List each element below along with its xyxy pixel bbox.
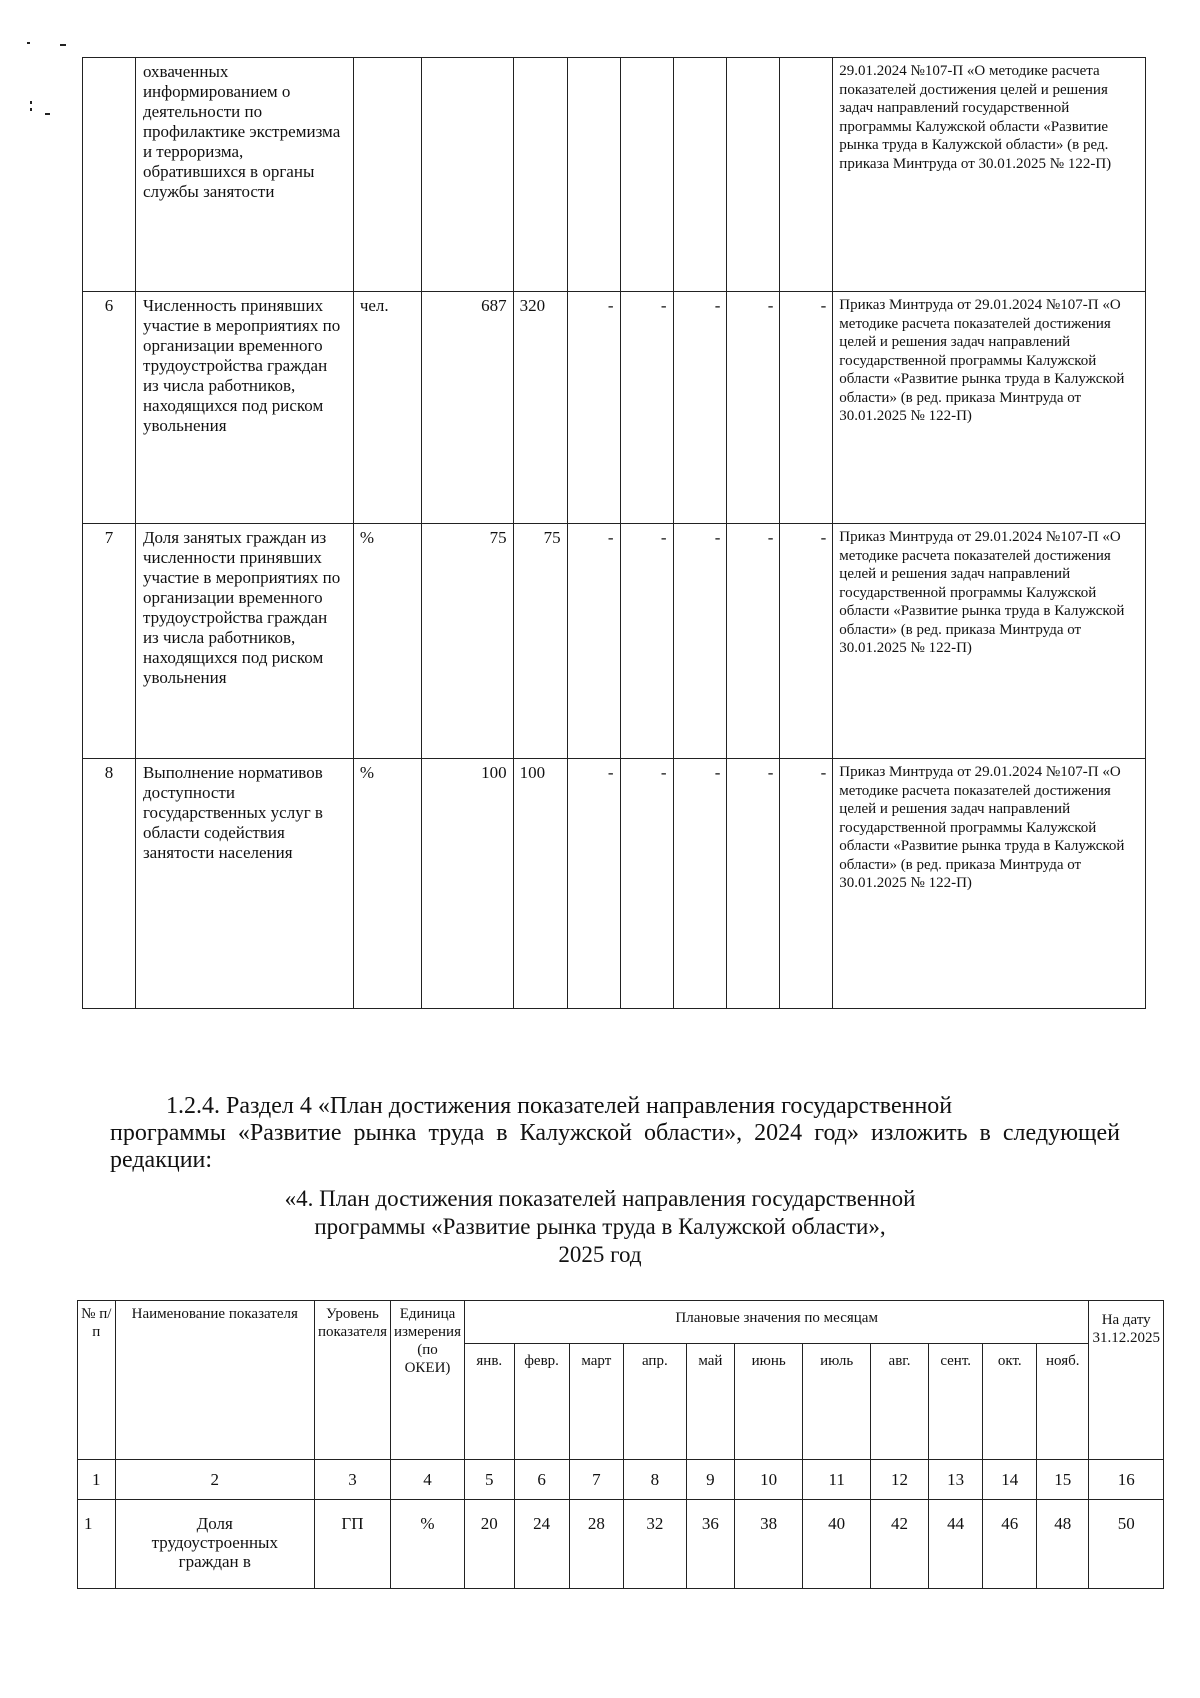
value-cell: - xyxy=(780,759,833,1009)
value-cell: - xyxy=(673,524,727,759)
column-index: 11 xyxy=(803,1460,871,1500)
row-number xyxy=(83,58,136,292)
unit-cell: % xyxy=(353,524,421,759)
month-mar: март xyxy=(569,1344,623,1460)
unit-cell xyxy=(353,58,421,292)
month-sep: сент. xyxy=(928,1344,983,1460)
column-index: 9 xyxy=(686,1460,734,1500)
value-cell: - xyxy=(620,524,673,759)
value-cell: - xyxy=(620,759,673,1009)
header-num: № п/п xyxy=(78,1301,116,1460)
month-value: 40 xyxy=(803,1500,871,1589)
row-number: 8 xyxy=(83,759,136,1009)
table-row xyxy=(78,1500,1164,1589)
value-cell xyxy=(567,58,620,292)
month-value: 44 xyxy=(928,1500,983,1589)
column-index: 10 xyxy=(735,1460,803,1500)
row-number: 7 xyxy=(83,524,136,759)
header-name: Наименование показателя xyxy=(115,1301,314,1460)
amendment-paragraph xyxy=(110,1093,1120,1174)
table-row xyxy=(83,524,1146,759)
value-cell: - xyxy=(780,524,833,759)
value-cell xyxy=(513,58,567,292)
indicator-name: Численность принявших участие в мероприятиях по организации временного трудоустройства граждан из числа работников, находящихся под риском увольнения xyxy=(135,292,353,524)
value-cell: 75 xyxy=(421,524,513,759)
value-cell: 320 xyxy=(513,292,567,524)
value-cell: 100 xyxy=(513,759,567,1009)
methodology-source: 29.01.2024 №107-П «О методике расчета показателей достижения целей и решения задач направлений государственной программы Калужской области «Развитие рынка труда в Калужской области» (в ред. приказа Минтруда от 30.01.2025 № 122-П) xyxy=(833,58,1146,292)
month-aug: авг. xyxy=(871,1344,929,1460)
section-title-line-1: «4. План достижения показателей направления государственной xyxy=(284,1186,916,1211)
date-value: 50 xyxy=(1089,1500,1164,1589)
column-index-row xyxy=(78,1460,1164,1500)
value-cell xyxy=(673,58,727,292)
scan-speck xyxy=(60,44,66,46)
month-jun: июнь xyxy=(735,1344,803,1460)
column-index: 7 xyxy=(569,1460,623,1500)
indicator-name: охваченных информированием о деятельности по профилактике экстремизма и терроризма, обратившихся в органы службы занятости xyxy=(135,58,353,292)
column-index: 6 xyxy=(514,1460,569,1500)
column-index: 8 xyxy=(624,1460,687,1500)
value-cell: - xyxy=(567,524,620,759)
indicator-name: Выполнение нормативов доступности государственных услуг в области содействия занятости населения xyxy=(135,759,353,1009)
scan-speck xyxy=(45,113,50,115)
indicator-name: Доля занятых граждан из численности принявших участие в мероприятиях по организации временного трудоустройства граждан из числа работников, находящихся под риском увольнения xyxy=(135,524,353,759)
methodology-source: Приказ Минтруда от 29.01.2024 №107-П «О методике расчета показателей достижения целей и решения задач направлений государственной программы Калужской области «Развитие рынка труда в Калужской области» (в ред. приказа Минтруда от 30.01.2025 № 122-П) xyxy=(833,292,1146,524)
indicator-name: Доля трудоустроенных граждан в xyxy=(115,1500,314,1589)
column-index: 16 xyxy=(1089,1460,1164,1500)
value-cell: - xyxy=(780,292,833,524)
indicators-table-continued xyxy=(82,57,1146,1009)
month-oct: окт. xyxy=(983,1344,1037,1460)
monthly-plan-table xyxy=(77,1300,1164,1589)
value-cell: - xyxy=(567,759,620,1009)
table-row xyxy=(83,292,1146,524)
paragraph-rest: программы «Развитие рынка труда в Калужской области», 2024 год» изложить в следующей редакции: xyxy=(110,1120,1120,1173)
value-cell xyxy=(620,58,673,292)
scan-speck xyxy=(30,101,32,104)
header-level: Уровень показателя xyxy=(314,1301,390,1460)
column-index: 1 xyxy=(78,1460,116,1500)
value-cell: - xyxy=(673,759,727,1009)
value-cell xyxy=(780,58,833,292)
section-title-line-2: программы «Развитие рынка труда в Калужской области», xyxy=(314,1214,886,1239)
month-value: 36 xyxy=(686,1500,734,1589)
table-row xyxy=(83,58,1146,292)
table-row xyxy=(83,759,1146,1009)
month-value: 24 xyxy=(514,1500,569,1589)
section-title-line-3: 2025 год xyxy=(558,1242,642,1267)
month-apr: апр. xyxy=(624,1344,687,1460)
row-number: 1 xyxy=(78,1500,116,1589)
column-index: 4 xyxy=(390,1460,464,1500)
value-cell: - xyxy=(620,292,673,524)
header-unit: Единица измерения (по ОКЕИ) xyxy=(390,1301,464,1460)
value-cell: 75 xyxy=(513,524,567,759)
value-cell: - xyxy=(727,759,780,1009)
month-jan: янв. xyxy=(465,1344,515,1460)
month-value: 46 xyxy=(983,1500,1037,1589)
month-value: 28 xyxy=(569,1500,623,1589)
month-value: 38 xyxy=(735,1500,803,1589)
column-index: 14 xyxy=(983,1460,1037,1500)
value-cell: - xyxy=(727,292,780,524)
month-value: 48 xyxy=(1037,1500,1089,1589)
scan-speck xyxy=(27,42,30,44)
month-jul: июль xyxy=(803,1344,871,1460)
value-cell xyxy=(421,58,513,292)
indicator-level: ГП xyxy=(314,1500,390,1589)
value-cell: - xyxy=(567,292,620,524)
header-row xyxy=(78,1301,1164,1344)
unit-cell: % xyxy=(390,1500,464,1589)
paragraph-line-1: 1.2.4. Раздел 4 «План достижения показателей направления государственной xyxy=(166,1093,953,1119)
month-value: 20 xyxy=(465,1500,515,1589)
column-index: 13 xyxy=(928,1460,983,1500)
month-may: май xyxy=(686,1344,734,1460)
scan-speck xyxy=(30,108,32,111)
column-index: 2 xyxy=(115,1460,314,1500)
column-index: 3 xyxy=(314,1460,390,1500)
column-index: 5 xyxy=(465,1460,515,1500)
header-date: На дату 31.12.2025 xyxy=(1089,1301,1164,1460)
month-value: 32 xyxy=(624,1500,687,1589)
methodology-source: Приказ Минтруда от 29.01.2024 №107-П «О методике расчета показателей достижения целей и решения задач направлений государственной программы Калужской области «Развитие рынка труда в Калужской области» (в ред. приказа Минтруда от 30.01.2025 № 122-П) xyxy=(833,524,1146,759)
value-cell: - xyxy=(727,524,780,759)
row-number: 6 xyxy=(83,292,136,524)
value-cell: - xyxy=(673,292,727,524)
unit-cell: чел. xyxy=(353,292,421,524)
column-index: 12 xyxy=(871,1460,929,1500)
column-index: 15 xyxy=(1037,1460,1089,1500)
month-feb: февр. xyxy=(514,1344,569,1460)
month-value: 42 xyxy=(871,1500,929,1589)
value-cell xyxy=(727,58,780,292)
unit-cell: % xyxy=(353,759,421,1009)
value-cell: 100 xyxy=(421,759,513,1009)
methodology-source: Приказ Минтруда от 29.01.2024 №107-П «О методике расчета показателей достижения целей и решения задач направлений государственной программы Калужской области «Развитие рынка труда в Калужской области» (в ред. приказа Минтруда от 30.01.2025 № 122-П) xyxy=(833,759,1146,1009)
header-planned-values: Плановые значения по месяцам xyxy=(465,1301,1089,1344)
value-cell: 687 xyxy=(421,292,513,524)
month-nov: нояб. xyxy=(1037,1344,1089,1460)
